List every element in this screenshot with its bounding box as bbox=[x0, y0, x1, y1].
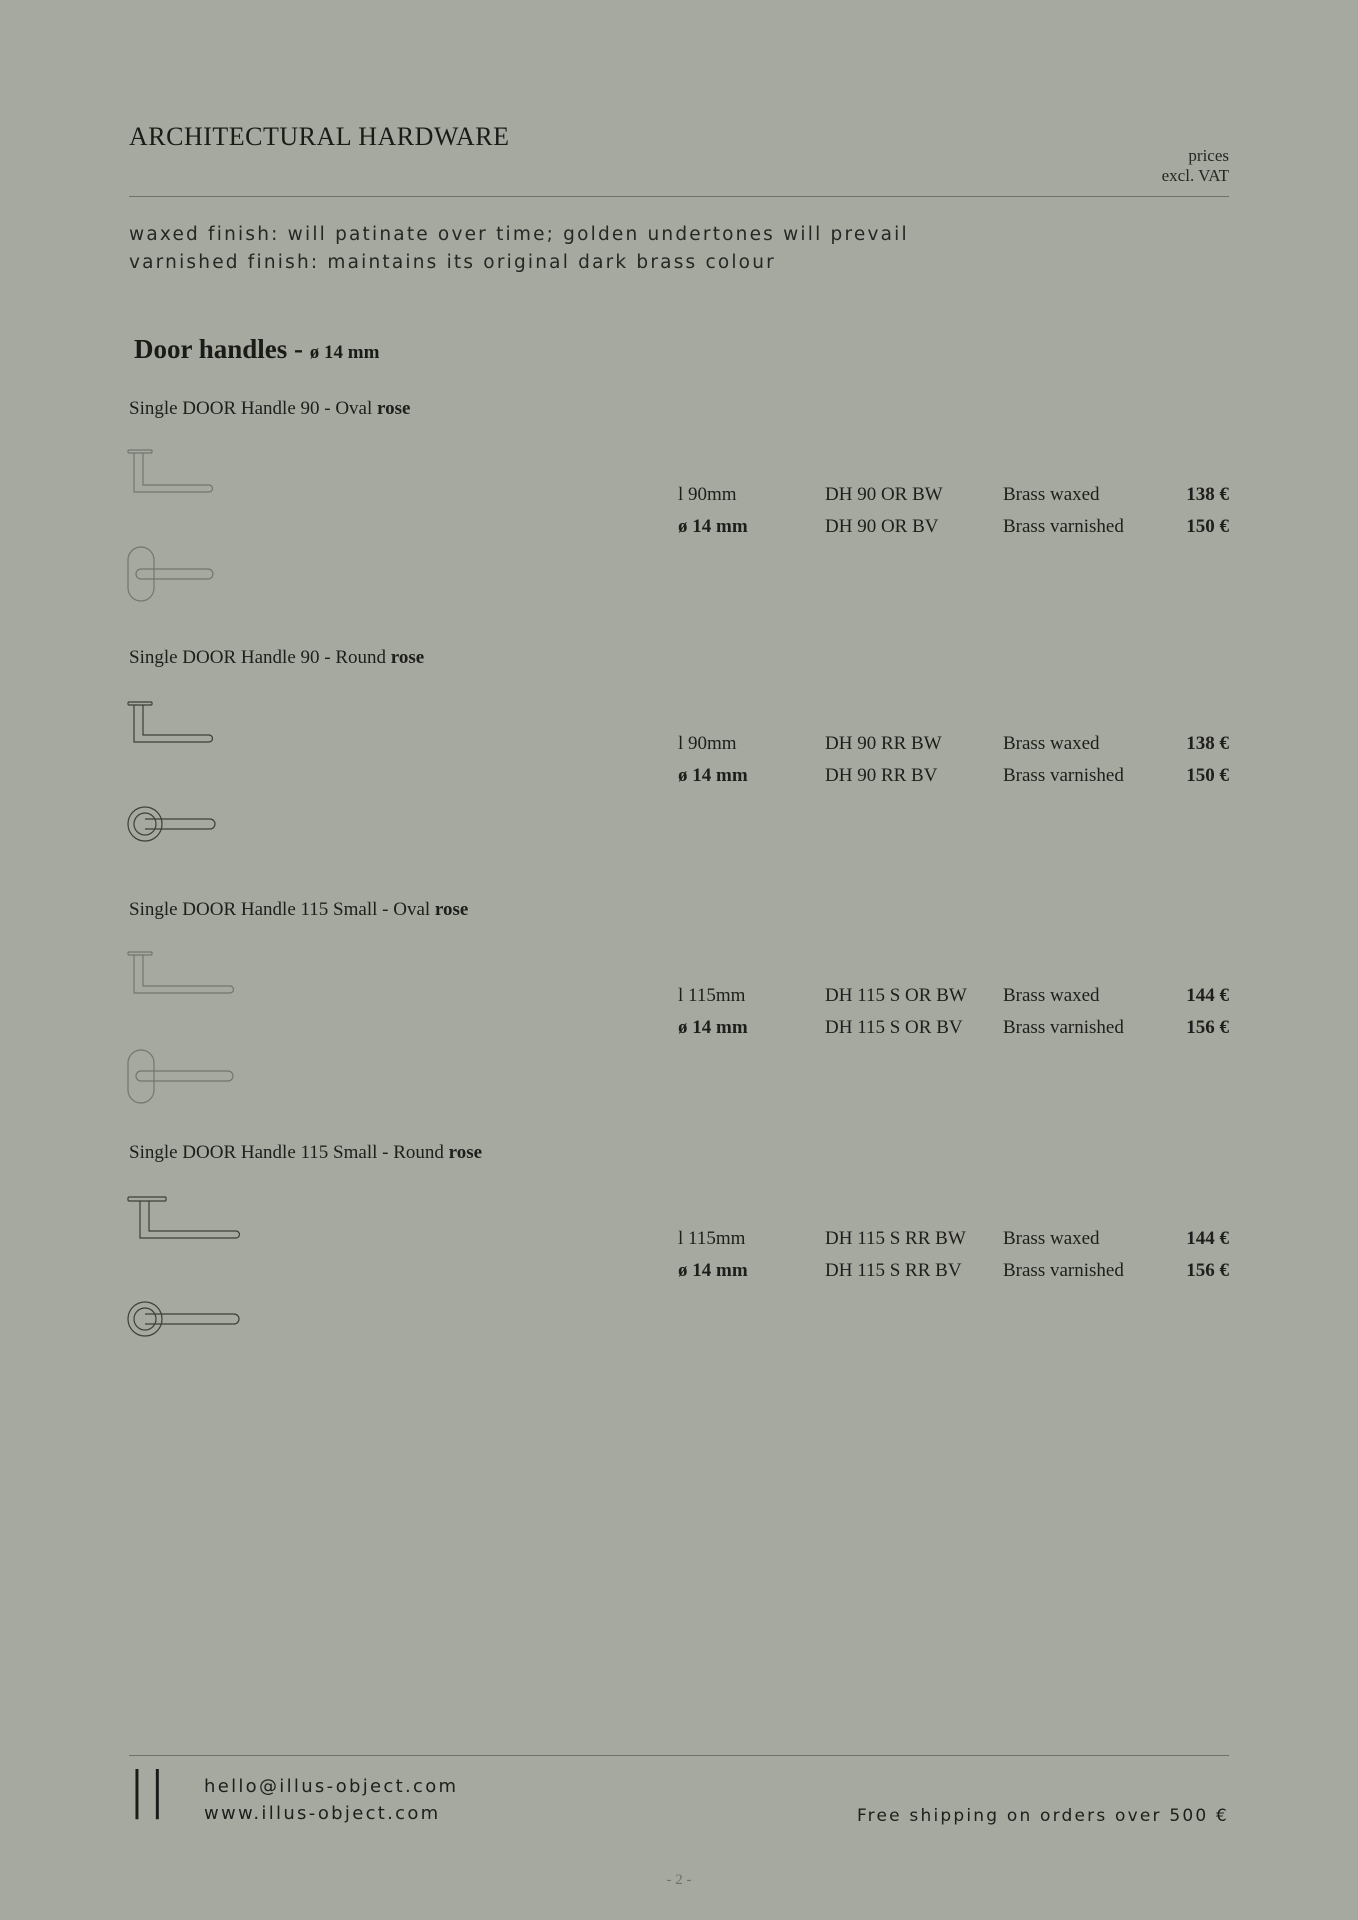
product-length: l 90mm bbox=[678, 484, 737, 505]
product-name bbox=[129, 398, 410, 420]
product-rose-type: rose bbox=[390, 647, 425, 668]
section-subtitle: ø 14 mm bbox=[309, 342, 380, 363]
variant-code: DH 90 OR BW bbox=[825, 484, 943, 505]
shipping-note: Free shipping on orders over 500 € bbox=[856, 1806, 1229, 1826]
section-title bbox=[134, 334, 379, 365]
varnished-finish-note: varnished finish: maintains its original dark brass colour bbox=[129, 252, 776, 273]
product-name-text: Single DOOR Handle 115 Small - Oval bbox=[129, 899, 431, 920]
product-rose-type: rose bbox=[448, 1142, 483, 1163]
product-rose-type: rose bbox=[377, 398, 411, 419]
brand-logo: ll bbox=[128, 1758, 169, 1835]
variant-finish: Brass varnished bbox=[1003, 516, 1124, 537]
variant-price: 150 € bbox=[1186, 765, 1229, 786]
variant-code: DH 115 S RR BV bbox=[825, 1260, 962, 1281]
round-rose-handle-icon bbox=[128, 805, 218, 843]
product-length: l 115mm bbox=[678, 1228, 746, 1249]
product-length: l 90mm bbox=[678, 733, 737, 754]
product-diameter: ø 14 mm bbox=[678, 1017, 748, 1038]
variant-price: 156 € bbox=[1186, 1260, 1229, 1281]
product-name bbox=[129, 899, 468, 921]
variant-code: DH 90 RR BW bbox=[825, 733, 942, 754]
variant-code: DH 115 S OR BW bbox=[825, 985, 967, 1006]
product-diameter: ø 14 mm bbox=[678, 765, 748, 786]
product-length: l 115mm bbox=[678, 985, 746, 1006]
variant-finish: Brass varnished bbox=[1003, 765, 1124, 786]
variant-finish: Brass waxed bbox=[1003, 985, 1100, 1006]
round-rose-handle-icon bbox=[128, 1300, 243, 1338]
variant-finish: Brass waxed bbox=[1003, 484, 1100, 505]
variant-price: 144 € bbox=[1186, 985, 1229, 1006]
variant-code: DH 90 RR BV bbox=[825, 765, 938, 786]
variant-code: DH 115 S OR BV bbox=[825, 1017, 963, 1038]
product-diameter: ø 14 mm bbox=[678, 516, 748, 537]
contact-email[interactable]: hello@illus-object.com bbox=[204, 1776, 459, 1797]
product-diameter: ø 14 mm bbox=[678, 1260, 748, 1281]
variant-price: 144 € bbox=[1186, 1228, 1229, 1249]
product-name bbox=[129, 1142, 482, 1164]
variant-code: DH 90 OR BV bbox=[825, 516, 939, 537]
handle-side-view-icon bbox=[128, 450, 218, 496]
footer-divider bbox=[129, 1755, 1229, 1756]
variant-price: 150 € bbox=[1186, 516, 1229, 537]
product-name-text: Single DOOR Handle 115 Small - Round bbox=[129, 1142, 444, 1163]
page-number: - 2 - bbox=[666, 1872, 692, 1888]
product-name-text: Single DOOR Handle 90 - Oval bbox=[129, 398, 373, 419]
contact-website[interactable]: www.illus-object.com bbox=[204, 1803, 441, 1824]
page-title: ARCHITECTURAL HARDWARE bbox=[129, 122, 510, 151]
price-note bbox=[1162, 146, 1229, 186]
variant-finish: Brass waxed bbox=[1003, 1228, 1100, 1249]
section-title-text: Door handles - bbox=[134, 334, 304, 364]
oval-rose-handle-icon bbox=[128, 546, 218, 602]
product-name-text: Single DOOR Handle 90 - Round bbox=[129, 647, 387, 668]
price-note-line1: prices bbox=[1188, 146, 1229, 165]
price-note-line2: excl. VAT bbox=[1161, 166, 1229, 185]
header-divider bbox=[129, 196, 1229, 197]
handle-side-view-icon bbox=[128, 952, 238, 998]
handle-side-view-icon bbox=[128, 702, 218, 748]
waxed-finish-note: waxed finish: will patinate over time; golden undertones will prevail bbox=[129, 224, 909, 245]
variant-finish: Brass varnished bbox=[1003, 1017, 1124, 1038]
oval-rose-handle-icon bbox=[128, 1049, 238, 1105]
variant-code: DH 115 S RR BW bbox=[825, 1228, 966, 1249]
product-rose-type: rose bbox=[434, 899, 469, 920]
handle-side-view-icon bbox=[128, 1197, 243, 1243]
variant-price: 138 € bbox=[1186, 484, 1229, 505]
variant-price: 138 € bbox=[1186, 733, 1229, 754]
variant-finish: Brass waxed bbox=[1003, 733, 1100, 754]
variant-finish: Brass varnished bbox=[1003, 1260, 1124, 1281]
product-name bbox=[129, 647, 424, 669]
variant-price: 156 € bbox=[1186, 1017, 1229, 1038]
